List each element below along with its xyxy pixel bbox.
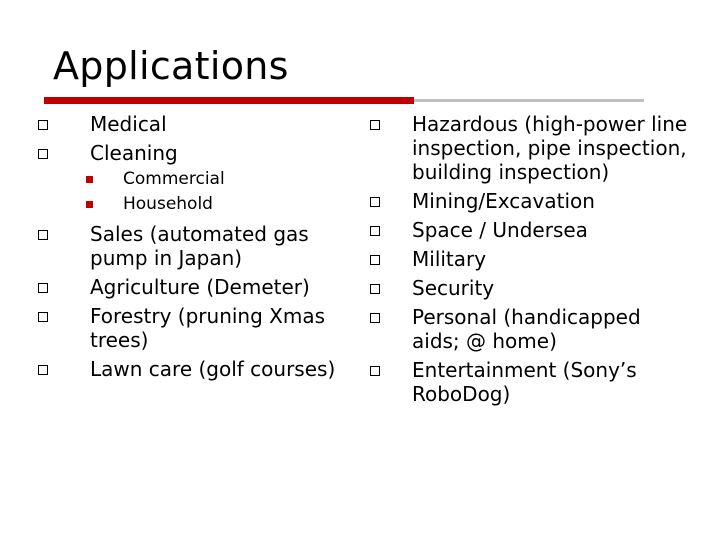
hollow-square-bullet-icon xyxy=(370,313,380,323)
bullet-text: Lawn care (golf courses) xyxy=(90,357,336,381)
bullet-item-sales xyxy=(38,222,338,270)
sub-bullet-text: Household xyxy=(123,194,213,214)
hollow-square-bullet-icon xyxy=(38,312,48,322)
bullet-text: Personal (handicapped aids; @ home) xyxy=(412,305,641,353)
hollow-square-bullet-icon xyxy=(370,120,380,130)
bullet-item-agriculture xyxy=(38,275,338,299)
left-bullet-column xyxy=(38,112,338,386)
hollow-square-bullet-icon xyxy=(370,255,380,265)
slide-title: Applications xyxy=(53,44,289,88)
bullet-item-space xyxy=(370,218,690,242)
bullet-text: Sales (automated gas pump in Japan) xyxy=(90,222,309,270)
bullet-item-forestry xyxy=(38,304,338,352)
hollow-square-bullet-icon xyxy=(370,197,380,207)
bullet-item-cleaning xyxy=(38,141,338,165)
bullet-item-hazardous xyxy=(370,112,690,184)
sub-bullet-text: Commercial xyxy=(123,169,225,189)
bullet-text: Space / Undersea xyxy=(412,218,588,242)
hollow-square-bullet-icon xyxy=(38,149,48,159)
bullet-text: Forestry (pruning Xmas trees) xyxy=(90,304,326,352)
bullet-text: Hazardous (high-power line inspection, pipe inspection, building inspection) xyxy=(412,112,688,184)
bullet-text: Agriculture (Demeter) xyxy=(90,275,310,299)
cleaning-subitems xyxy=(38,169,338,215)
bullet-text: Entertainment (Sony’s RoboDog) xyxy=(412,358,637,406)
bullet-text: Military xyxy=(412,247,487,271)
hollow-square-bullet-icon xyxy=(38,283,48,293)
hollow-square-bullet-icon xyxy=(370,226,380,236)
title-underline-accent xyxy=(44,97,414,104)
bullet-item-entertainment xyxy=(370,358,690,406)
hollow-square-bullet-icon xyxy=(370,366,380,376)
hollow-square-bullet-icon xyxy=(38,230,48,240)
bullet-item-military xyxy=(370,247,690,271)
bullet-item-medical xyxy=(38,112,338,136)
hollow-square-bullet-icon xyxy=(38,120,48,130)
hollow-square-bullet-icon xyxy=(370,284,380,294)
bullet-text: Mining/Excavation xyxy=(412,189,595,213)
right-bullet-column xyxy=(370,112,690,411)
title-underline-secondary xyxy=(414,99,644,102)
hollow-square-bullet-icon xyxy=(38,365,48,375)
bullet-text: Cleaning xyxy=(90,141,178,165)
bullet-text: Medical xyxy=(90,112,167,136)
bullet-item-personal xyxy=(370,305,690,353)
bullet-item-security xyxy=(370,276,690,300)
sub-bullet-item-household xyxy=(38,194,338,215)
bullet-text: Security xyxy=(412,276,495,300)
filled-square-bullet-icon xyxy=(86,201,93,208)
filled-square-bullet-icon xyxy=(86,176,93,183)
sub-bullet-item-commercial xyxy=(38,169,338,190)
bullet-item-lawn-care xyxy=(38,357,338,381)
bullet-item-mining xyxy=(370,189,690,213)
